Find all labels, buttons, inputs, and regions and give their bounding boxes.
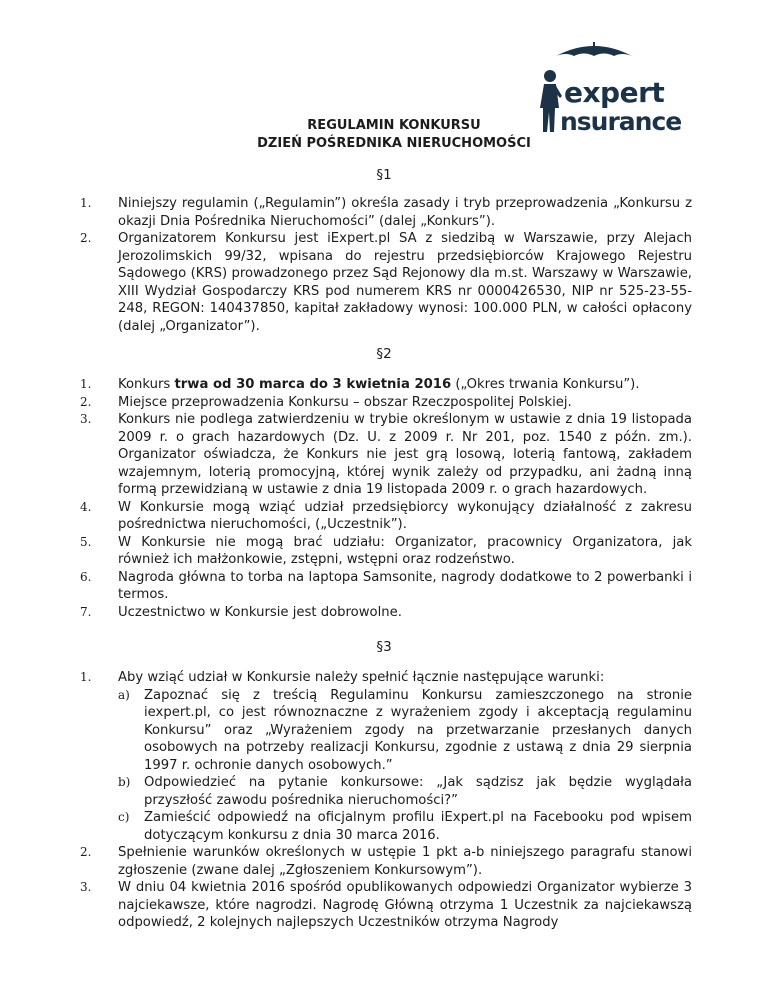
- list-item: [80, 195, 692, 230]
- sub-list-item: [118, 774, 692, 809]
- item-text: Nagroda główna to torba na laptopa Samsonite, nagrody dodatkowe to 2 powerbanki i termos.: [118, 569, 692, 602]
- item-number: 6.: [80, 569, 92, 584]
- sub-item-letter: c): [118, 810, 130, 824]
- list-item: [80, 499, 692, 534]
- item-number: 7.: [80, 604, 92, 619]
- list-item: [80, 394, 692, 412]
- item-number: 2.: [80, 231, 92, 245]
- list-item: [80, 669, 692, 844]
- item-text: Miejsce przeprowadzenia Konkursu – obszar Rzeczpospolitej Polskiej.: [118, 394, 572, 410]
- item-text: W Konkursie nie mogą brać udziału: Organizator, pracownicy Organizatora, jak również ich małżonkowie, zstępni, wstępni oraz rodzeństwo.: [118, 534, 692, 567]
- sub-list-item: [118, 687, 692, 775]
- list-item: [80, 879, 692, 932]
- logo-line1: expert: [564, 76, 665, 109]
- item-number: 4.: [80, 499, 92, 514]
- item-number: 3.: [80, 412, 92, 426]
- logo-line2: nsurance: [560, 107, 682, 136]
- item-text: Konkurs nie podlega zatwierdzeniu w trybie określonym w ustawie z dnia 19 listopada 2009 r. o grach hazardowych (Dz. U. z 2009 r. Nr 201, poz. 1540 z późn. zm.). Organizator oświadcza, że Konkurs nie jest grą losową, loterią fantową, zakładem wzajemnym, loterią promocyjną, której wynik zależy od przypadku, ani żadną inną formą przewidzianą w ustawie z dnia 19 listopada 2009 r. o grach hazardowych.: [118, 412, 692, 497]
- sub-item-text: Zamieścić odpowiedź na oficjalnym profilu iExpert.pl na Facebooku pod wpisem dotyczącym konkursu z dnia 30 marca 2016.: [144, 810, 692, 843]
- item-text: Aby wziąć udział w Konkursie należy spełnić łącznie następujące warunki:: [118, 670, 605, 685]
- item-number: 1.: [80, 377, 92, 391]
- item-number: 2.: [80, 394, 92, 409]
- list-item: [80, 604, 692, 622]
- item-text: Niniejszy regulamin („Regulamin”) określa zasady i tryb przeprowadzenia „Konkursu z okazji Dnia Pośrednika Nieruchomości” (dalej „Konkurs”).: [118, 196, 692, 229]
- svg-text:expert: [564, 76, 664, 109]
- section-2-heading: §2: [376, 346, 392, 362]
- list-item: [80, 844, 692, 879]
- document-title: [0, 117, 768, 153]
- item-text: Spełnienie warunków określonych w ustępie 1 pkt a-b niniejszego paragrafu stanowi zgłoszenie (zwane dalej „Zgłoszeniem Konkursowym”).: [118, 845, 692, 878]
- item-text: Organizatorem Konkursu jest iExpert.pl SA z siedzibą w Warszawie, przy Alejach Jerozolimskich 99/32, wpisana do rejestru przedsiębiorców Krajowego Rejestru Sądowego (KRS) prowadzonego przez Sąd Rejonowy dla m.st. Warszawy w Warszawie, XIII Wydział Gospodarczy KRS pod numerem KRS nr 0000426530, NIP nr 525-23-55-248, REGON: 140437850, kapitał zakładowy wynosi: 100.000 PLN, w całości opłacony (dalej „Organizator”).: [118, 231, 692, 334]
- item-number: 5.: [80, 534, 92, 549]
- section-1-heading: §1: [376, 167, 392, 183]
- list-item: [80, 376, 692, 394]
- list-item: [80, 230, 692, 335]
- title-line2: DZIEŃ POŚREDNIKA NIERUCHOMOŚCI: [257, 136, 531, 151]
- item-text-pre: Konkurs: [118, 377, 175, 392]
- sub-list-item: [118, 809, 692, 844]
- section-2-list: [80, 376, 692, 621]
- sub-list: [118, 687, 692, 845]
- title-line1: REGULAMIN KONKURSU: [307, 118, 481, 133]
- section-3-heading: §3: [376, 639, 392, 655]
- list-item: [80, 569, 692, 604]
- item-text: W dniu 04 kwietnia 2016 spośród opublikowanych odpowiedzi Organizator wybierze 3 najciekawsze, które nagrodzi. Nagrodę Główną otrzyma 1 Uczestnik za najciekawszą odpowiedź, 2 kolejnych najlepszych Uczestników otrzyma Nagrody: [118, 880, 692, 930]
- sub-item-text: Odpowiedzieć na pytanie konkursowe: „Jak sądzisz jak będzie wyglądała przyszłość zawodu pośrednika nieruchomości?”: [144, 775, 692, 808]
- list-item: [80, 534, 692, 569]
- item-text: W Konkursie mogą wziąć udział przedsiębiorcy wykonujący działalność z zakresu pośrednictwa nieruchomości, („Uczestnik”).: [118, 499, 692, 532]
- item-number: 1.: [80, 670, 92, 684]
- item-number: 1.: [80, 196, 92, 210]
- item-number: 3.: [80, 880, 92, 894]
- section-1-list: [80, 195, 692, 335]
- item-text: Uczestnictwo w Konkursie jest dobrowolne.: [118, 604, 402, 620]
- section-3-list: [80, 669, 692, 932]
- item-number: 2.: [80, 845, 92, 859]
- item-text-bold: trwa od 30 marca do 3 kwietnia 2016: [174, 377, 452, 392]
- list-item: [80, 411, 692, 499]
- sub-item-text: Zapoznać się z treścią Regulaminu Konkursu zamieszczonego na stronie iexpert.pl, co jest równoznaczne z wyrażeniem zgody i akceptacją regulaminu Konkursu” oraz „Wyrażeniem zgody na przetwarzanie przesłanych danych osobowych na potrzeby realizacji Konkursu, zgodnie z ustawą z dnia 29 sierpnia 1997 r. ochronie danych osobowych.”: [144, 687, 692, 773]
- sub-item-letter: b): [118, 775, 131, 789]
- sub-item-letter: a): [118, 687, 130, 702]
- item-text-post: („Okres trwania Konkursu”).: [451, 377, 640, 392]
